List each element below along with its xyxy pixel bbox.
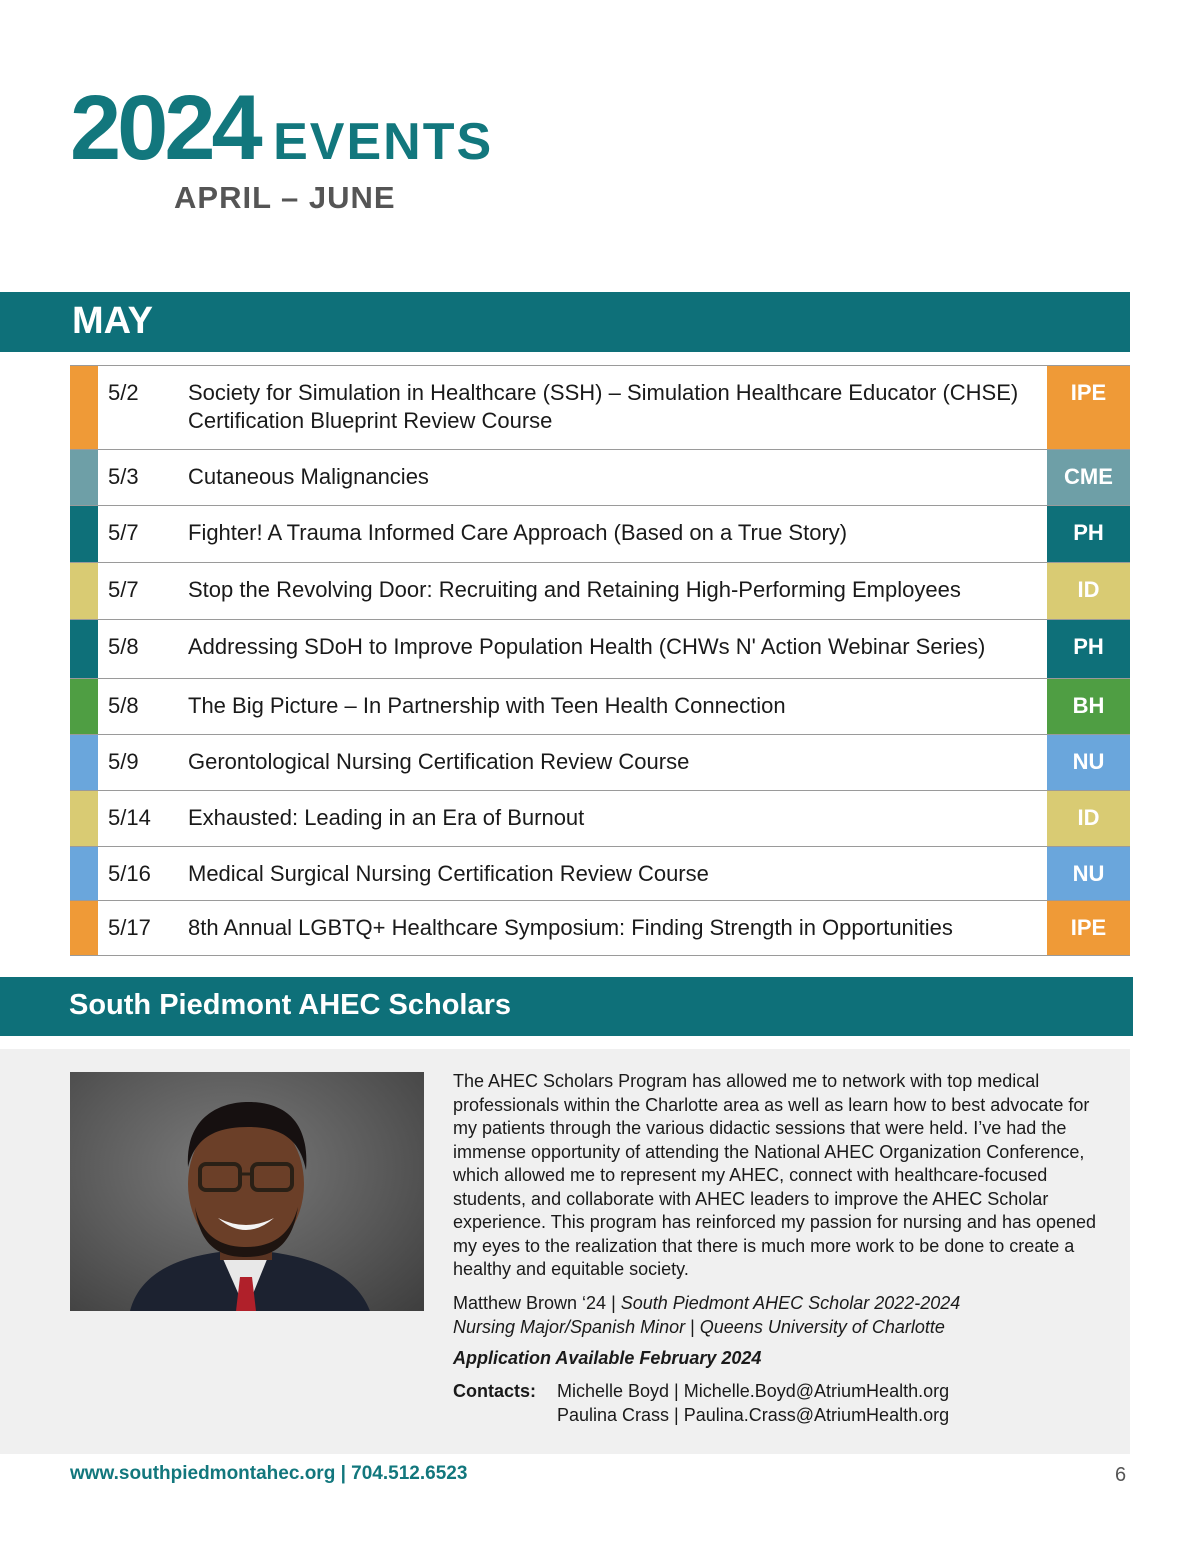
event-title: Fighter! A Trauma Informed Care Approach (Based on a True Story) bbox=[188, 520, 848, 545]
scholar-school: Queens University of Charlotte bbox=[699, 1317, 945, 1337]
category-tag: BH bbox=[1047, 679, 1130, 734]
date-range: APRIL – JUNE bbox=[174, 180, 396, 215]
event-title: 8th Annual LGBTQ+ Healthcare Symposium: Finding Strength in Opportunities bbox=[188, 915, 953, 940]
scholars-title: South Piedmont AHEC Scholars bbox=[69, 989, 512, 1021]
event-date: 5/17 bbox=[108, 915, 151, 940]
event-row bbox=[70, 366, 1130, 450]
event-row bbox=[70, 791, 1130, 847]
month-label: MAY bbox=[72, 300, 153, 342]
title-events: EVENTS bbox=[273, 113, 494, 171]
event-date: 5/2 bbox=[108, 380, 139, 405]
category-tag: CME bbox=[1047, 450, 1130, 505]
category-stripe bbox=[70, 563, 98, 619]
event-date: 5/8 bbox=[108, 634, 139, 659]
scholar-major: Nursing Major/Spanish Minor bbox=[453, 1317, 686, 1337]
scholar-role: South Piedmont AHEC Scholar 2022-2024 bbox=[620, 1293, 961, 1313]
event-row bbox=[70, 679, 1130, 735]
event-title: Exhausted: Leading in an Era of Burnout bbox=[188, 805, 585, 830]
event-title: Society for Simulation in Healthcare (SSH) – Simulation Healthcare Educator (CHSE) Certification Blueprint Review Course bbox=[188, 380, 1019, 433]
category-tag: ID bbox=[1047, 563, 1130, 619]
scholars-header bbox=[0, 977, 1133, 1036]
event-date: 5/14 bbox=[108, 805, 151, 830]
event-row bbox=[70, 735, 1130, 791]
category-stripe bbox=[70, 791, 98, 846]
event-title: Cutaneous Malignancies bbox=[188, 464, 429, 489]
page-number: 6 bbox=[1115, 1464, 1127, 1486]
category-stripe bbox=[70, 847, 98, 900]
category-tag: PH bbox=[1047, 506, 1130, 562]
event-date: 5/8 bbox=[108, 693, 139, 718]
event-title: Medical Surgical Nursing Certification Review Course bbox=[188, 861, 709, 886]
scholar-photo bbox=[70, 1072, 424, 1311]
event-title: The Big Picture – In Partnership with Teen Health Connection bbox=[188, 693, 786, 718]
page-title bbox=[70, 77, 494, 179]
title-year: 2024 bbox=[70, 77, 259, 179]
category-tag: PH bbox=[1047, 620, 1130, 678]
category-stripe bbox=[70, 620, 98, 678]
event-date: 5/9 bbox=[108, 749, 139, 774]
events-table bbox=[70, 365, 1130, 956]
event-date: 5/7 bbox=[108, 577, 139, 602]
event-row bbox=[70, 563, 1130, 620]
event-title: Stop the Revolving Door: Recruiting and Retaining High-Performing Employees bbox=[188, 577, 961, 602]
contacts-label: Contacts: bbox=[453, 1381, 537, 1401]
category-stripe bbox=[70, 901, 98, 955]
event-row bbox=[70, 450, 1130, 506]
event-row bbox=[70, 847, 1130, 901]
scholar-name: Matthew Brown ‘24 | bbox=[453, 1293, 621, 1313]
scholar-quote: The AHEC Scholars Program has allowed me to network with top medical professionals within the Charlotte area as well as learn how to best advocate for my patients through the various didactic sessions that were held. I’ve had the immense opportunity of attending the National AHEC Organization Conference, which allowed me to represent my AHEC, connect with healthcare-focused students, and collaborate with AHEC leaders to improve the AHEC Scholar experience. This program has reinforced my passion for nursing and has opened my eyes to the realization that there is much more work to be done to create a healthy and equitable society. bbox=[453, 1071, 1097, 1279]
event-date: 5/3 bbox=[108, 464, 139, 489]
attr-separator: | bbox=[685, 1317, 700, 1337]
event-row bbox=[70, 901, 1130, 956]
category-stripe bbox=[70, 450, 98, 505]
event-title: Addressing SDoH to Improve Population Health (CHWs N' Action Webinar Series) bbox=[188, 634, 986, 659]
event-date: 5/7 bbox=[108, 520, 139, 545]
event-row bbox=[70, 620, 1130, 679]
category-stripe bbox=[70, 366, 98, 449]
category-stripe bbox=[70, 679, 98, 734]
event-row bbox=[70, 506, 1130, 563]
contact-1: Michelle Boyd | Michelle.Boyd@AtriumHealth.org bbox=[557, 1381, 950, 1401]
contact-2: Paulina Crass | Paulina.Crass@AtriumHealth.org bbox=[557, 1405, 950, 1425]
category-stripe bbox=[70, 506, 98, 562]
category-tag: ID bbox=[1047, 791, 1130, 846]
event-date: 5/16 bbox=[108, 861, 151, 886]
month-header bbox=[0, 292, 1130, 352]
category-tag: IPE bbox=[1047, 901, 1130, 955]
scholar-attribution bbox=[453, 1291, 960, 1339]
category-tag: NU bbox=[1047, 735, 1130, 790]
footer-website-phone[interactable]: www.southpiedmontahec.org | 704.512.6523 bbox=[70, 1463, 468, 1484]
category-tag: NU bbox=[1047, 847, 1130, 900]
category-stripe bbox=[70, 735, 98, 790]
event-title: Gerontological Nursing Certification Review Course bbox=[188, 749, 690, 774]
application-note: Application Available February 2024 bbox=[453, 1348, 762, 1368]
category-tag: IPE bbox=[1047, 366, 1130, 449]
